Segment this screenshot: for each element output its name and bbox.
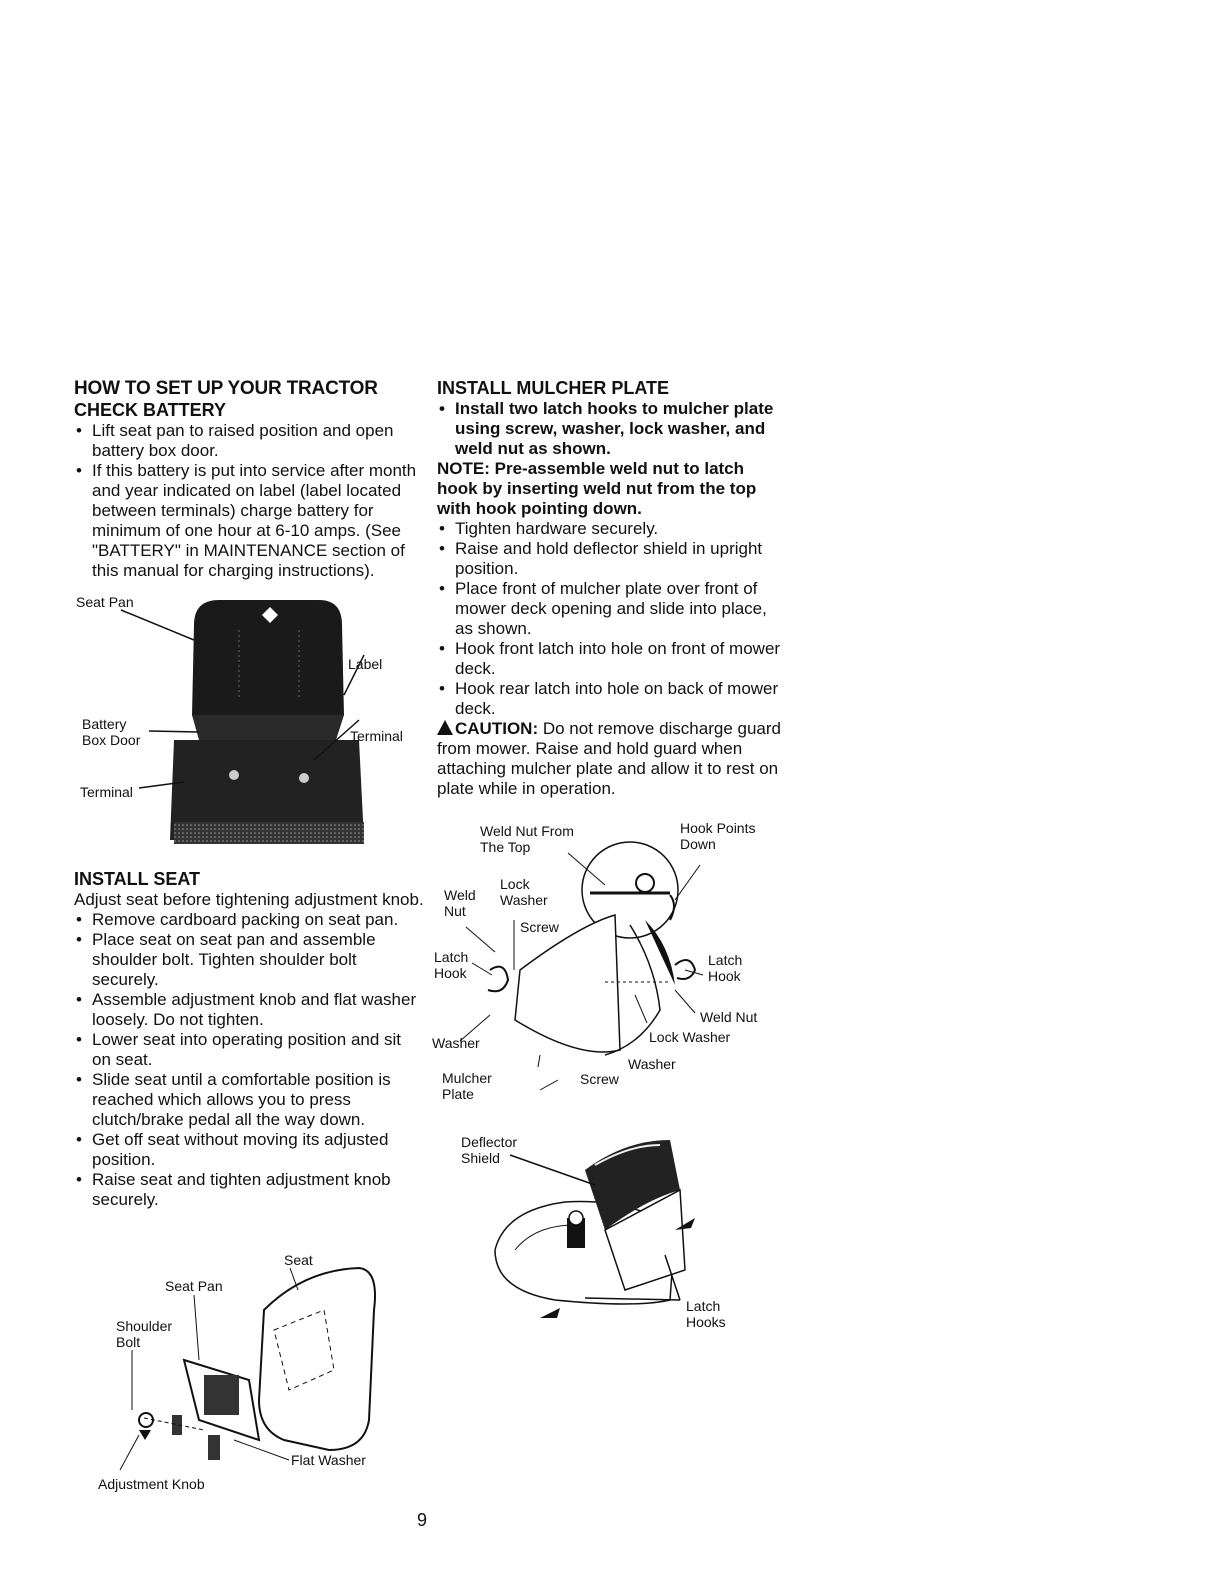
list-item: • If this battery is put into service after month and year indicated on label (label located between terminals) charge battery for minimum of one hour at 6-10 amps. (See "BATTERY" in MAINTENANCE section of this manual for charging instructions). [74,461,424,581]
note-paragraph [437,459,787,519]
latch-hooks-label: Latch Hooks [686,1298,726,1330]
list-item: • Get off seat without moving its adjusted position. [74,1130,424,1170]
install-seat-heading: INSTALL SEAT [74,869,200,889]
check-battery-list [74,421,424,581]
caution-paragraph [437,719,787,799]
list-item: • Hook rear latch into hole on back of mower deck. [437,679,787,719]
page-number: 9 [417,1510,428,1530]
check-battery-heading: CHECK BATTERY [74,400,226,420]
lock-washer-label-top: Lock Washer [500,876,548,908]
adjustment-knob-label: Adjustment Knob [98,1476,205,1492]
hook-points-down-label: Hook Points Down [680,820,756,852]
label-callout: Label [348,656,383,672]
list-item: • Tighten hardware securely. [437,519,787,539]
deflector-shield-label: Deflector Shield [461,1134,518,1166]
washer-label-left: Washer [432,1035,480,1051]
screw-label-bottom: Screw [580,1071,619,1087]
list-item: • Lower seat into operating position and sit on seat. [74,1030,424,1070]
mulcher-list-1 [437,399,787,459]
weld-nut-label-right: Weld Nut [700,1009,758,1025]
terminal-label-left: Terminal [80,784,133,800]
mulcher-list-2 [437,519,787,719]
battery-figure [74,594,424,860]
shoulder-bolt-label: Shoulder Bolt [116,1318,173,1350]
install-seat-section [74,869,424,1210]
lock-washer-label-right: Lock Washer [649,1029,731,1045]
deflector-figure [455,1130,775,1345]
seat-label: Seat [284,1252,313,1268]
list-item: • Place seat on seat pan and assemble shoulder bolt. Tighten shoulder bolt securely. [74,930,424,990]
list-item: • Lift seat pan to raised position and open battery box door. [74,421,424,461]
mulcher-figure [430,815,780,1115]
screw-label-top: Screw [520,919,559,935]
install-seat-list [74,910,424,1210]
seat-pan-label-2: Seat Pan [165,1278,223,1294]
install-mulcher-heading: INSTALL MULCHER PLATE [437,378,669,398]
page-title: HOW TO SET UP YOUR TRACTOR [74,378,378,399]
weld-nut-label-left: Weld Nut [444,887,476,919]
latch-hook-label-left: Latch Hook [434,949,469,981]
left-column [74,378,424,581]
list-item: • Assemble adjustment knob and flat washer loosely. Do not tighten. [74,990,424,1030]
list-item: • Raise seat and tighten adjustment knob securely. [74,1170,424,1210]
install-seat-intro: Adjust seat before tightening adjustment knob. [74,890,424,909]
caution-label: CAUTION: [455,719,539,738]
latch-hook-label-right: Latch Hook [708,952,743,984]
terminal-label-right: Terminal [350,728,403,744]
seat-figure [84,1250,404,1500]
list-item: • Remove cardboard packing on seat pan. [74,910,424,930]
battery-box-door-label: Battery Box Door [82,716,141,748]
list-item: • Install two latch hooks to mulcher plate using screw, washer, lock washer, and weld nut as shown. [437,399,787,459]
list-item: • Slide seat until a comfortable position is reached which allows you to press clutch/brake pedal all the way down. [74,1070,424,1130]
list-item: • Hook front latch into hole on front of mower deck. [437,639,787,679]
note-label: NOTE: [437,459,490,478]
caution-text: Do not remove discharge guard from mower. Raise and hold guard when attaching mulcher plate and allow it to rest on plate while in operation. [437,719,781,798]
weld-nut-from-top-label: Weld Nut From The Top [480,823,574,855]
note-text: Pre-assemble weld nut to latch hook by inserting weld nut from the top with hook pointing down. [437,459,757,518]
washer-label-right: Washer [628,1056,676,1072]
warning-icon [437,720,453,735]
flat-washer-label: Flat Washer [291,1452,366,1468]
list-item: • Place front of mulcher plate over front of mower deck opening and slide into place, as shown. [437,579,787,639]
seat-pan-label: Seat Pan [76,594,134,610]
right-column [437,378,787,799]
mulcher-plate-label: Mulcher Plate [442,1070,492,1102]
list-item: • Raise and hold deflector shield in upright position. [437,539,787,579]
